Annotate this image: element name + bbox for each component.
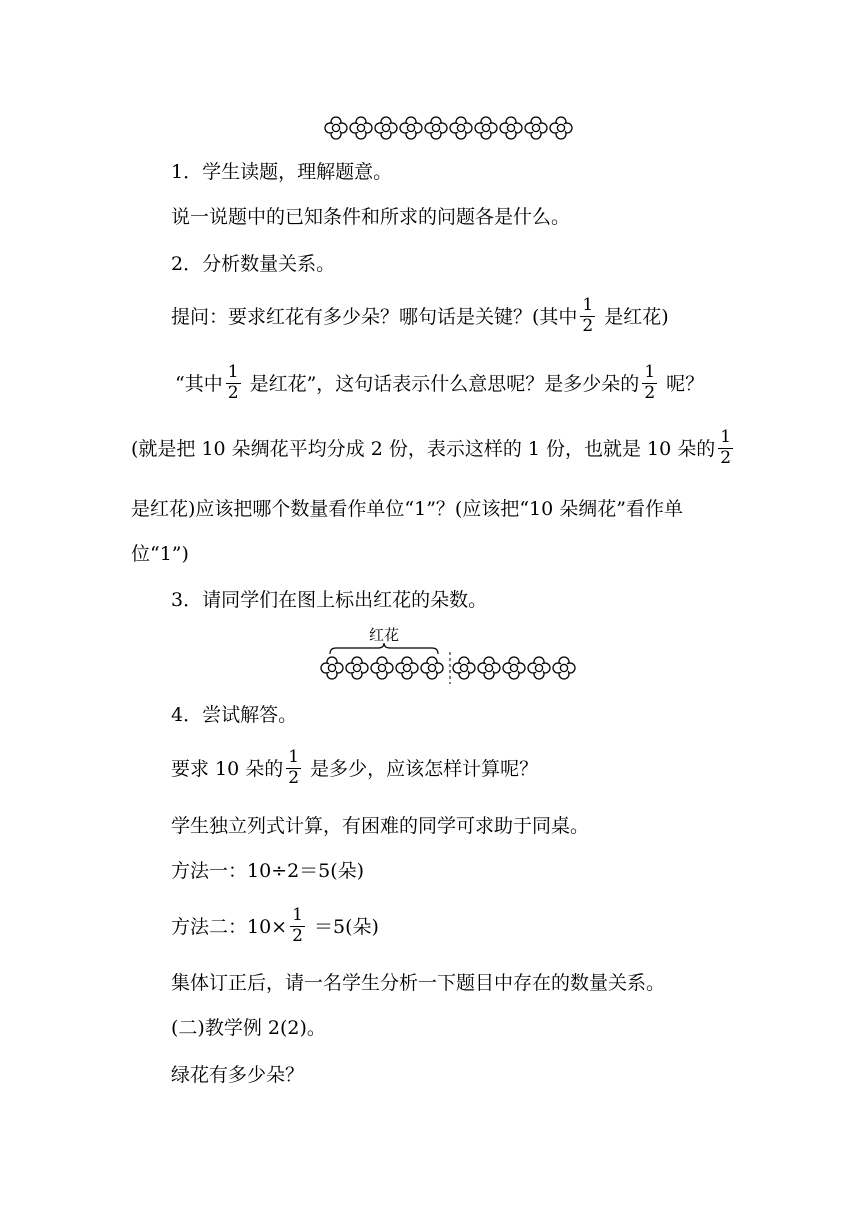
step-4-question: [171, 747, 539, 790]
text-segment: (就是把 10 朵绸花平均分成 2 份，表示这样的 1 份，也就是 10 朵的: [131, 438, 716, 461]
step-4-instruction: 学生独立列式计算，有困难的同学可求助于同桌。: [171, 815, 590, 837]
example-2-heading: (二)教学例 2(2)。: [171, 1017, 326, 1039]
fraction-one-half: $\frac{1}{2}$: [644, 362, 656, 403]
top-flower-row: [324, 114, 580, 142]
text-segment: 要求 10 朵的: [171, 758, 284, 781]
green-flower-question: 绿花有多少朵？: [171, 1064, 305, 1086]
text-segment: 方法二：10×: [171, 916, 288, 939]
text-segment: 是红花”，这句话表示什么意思呢？是多少朵的: [243, 373, 640, 396]
step-4-heading: 4．尝试解答。: [171, 704, 298, 726]
diagram-illustration: [318, 624, 582, 686]
step-2-answer-3: 位“1”): [131, 543, 189, 565]
fraction-one-half: $\frac{1}{2}$: [720, 427, 732, 468]
step-2-question-1: [171, 295, 669, 338]
diagram-label: 红花: [368, 627, 400, 644]
fraction-one-half: $\frac{1}{2}$: [582, 295, 594, 336]
flower-row-illustration: [324, 114, 580, 142]
text-segment: “其中: [175, 373, 223, 396]
step-2-answer-2: 是红花)应该把哪个数量看作单位“1”？(应该把“10 朵绸花”看作单: [131, 498, 683, 520]
fraction-one-half: $\frac{1}{2}$: [227, 362, 239, 403]
text-segment: 提问：要求红花有多少朵？哪句话是关键？(其中: [171, 306, 578, 329]
step-2-heading: 2．分析数量关系。: [171, 253, 336, 275]
red-flower-diagram: [318, 624, 582, 686]
text-segment: 呢？: [660, 373, 705, 396]
method-2: [171, 905, 379, 948]
fraction-one-half: $\frac{1}{2}$: [288, 747, 300, 788]
text-segment: ＝5(朵): [307, 916, 379, 939]
step-2-question-2: [175, 362, 705, 405]
step-2-answer-1: [131, 427, 736, 470]
brace-icon: [330, 643, 438, 654]
fraction-one-half: $\frac{1}{2}$: [292, 905, 303, 946]
review-instruction: 集体订正后，请一名学生分析一下题目中存在的数量关系。: [171, 972, 666, 994]
method-1: 方法一：10÷2＝5(朵): [171, 860, 365, 882]
step-1-heading: 1．学生读题，理解题意。: [171, 161, 393, 183]
text-segment: 是红花): [598, 306, 669, 329]
step-1-detail: 说一说题中的已知条件和所求的问题各是什么。: [171, 206, 571, 228]
text-segment: 是多少，应该怎样计算呢？: [304, 758, 539, 781]
step-3-heading: 3．请同学们在图上标出红花的朵数。: [171, 589, 488, 611]
